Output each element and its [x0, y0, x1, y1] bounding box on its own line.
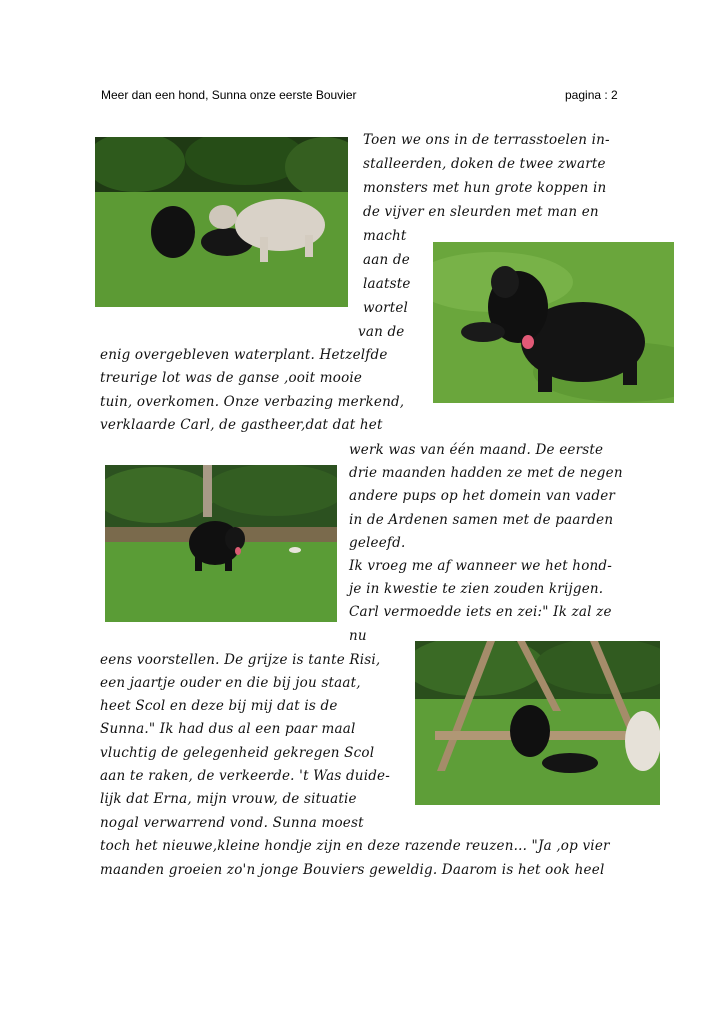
- text-line: in de Ardenen samen met de paarden: [349, 512, 614, 528]
- text-line: geleefd.: [349, 535, 406, 551]
- text-line: tuin, overkomen. Onze verbazing merkend,: [100, 394, 405, 410]
- text-line: nu: [349, 628, 367, 644]
- text-line: Toen we ons in de terrasstoelen in-: [363, 132, 610, 148]
- photo-swing-puppies-image: [415, 641, 660, 805]
- text-line: wortel: [363, 300, 409, 316]
- text-line: aan te raken, de verkeerde. 't Was duide-: [100, 768, 390, 784]
- text-line: lijk dat Erna, mijn vrouw, de situatie: [100, 791, 357, 807]
- text-line: heet Scol en deze bij mij dat is de: [100, 698, 338, 714]
- photo-black-puppy-image: [433, 242, 674, 403]
- text-line: andere pups op het domein van vader: [349, 488, 616, 504]
- text-line: macht: [363, 228, 407, 244]
- photo-walking-puppy-image: [105, 465, 337, 622]
- text-line: Sunna." Ik had dus al een paar maal: [100, 721, 356, 737]
- text-line: toch het nieuwe,kleine hondje zijn en deze razende reuzen... "Ja ,op vier: [100, 838, 610, 854]
- text-line: Ik vroeg me af wanneer we het hond-: [349, 558, 613, 574]
- text-line: treurige lot was de ganse ,ooit mooie: [100, 370, 363, 386]
- document-title: Meer dan een hond, Sunna onze eerste Bouvier: [101, 88, 357, 102]
- text-line: enig overgebleven waterplant. Hetzelfde: [100, 347, 388, 363]
- photo-puppies-under-swing: [415, 641, 660, 805]
- photo-two-puppies-playing: [95, 137, 348, 307]
- text-line: drie maanden hadden ze met de negen: [349, 465, 623, 481]
- text-line: eens voorstellen. De grijze is tante Risi,: [100, 652, 381, 668]
- text-line: maanden groeien zo'n jonge Bouviers geweldig. Daarom is het ook heel: [100, 862, 605, 878]
- text-line: monsters met hun grote koppen in: [363, 180, 607, 196]
- text-line: je in kwestie te zien zouden krijgen.: [349, 581, 604, 597]
- photo-black-puppy-tongue-out: [433, 242, 674, 403]
- text-line: de vijver en sleurden met man en: [363, 204, 599, 220]
- text-line: Carl vermoedde iets en zei:" Ik zal ze: [349, 604, 612, 620]
- text-line: werk was van één maand. De eerste: [349, 442, 604, 458]
- text-line: vluchtig de gelegenheid gekregen Scol: [100, 745, 375, 761]
- text-line: van de: [358, 324, 405, 340]
- photo-two-puppies-image: [95, 137, 348, 307]
- text-line: laatste: [363, 276, 411, 292]
- photo-black-puppy-walking: [105, 465, 337, 622]
- text-line: stalleerden, doken de twee zwarte: [363, 156, 606, 172]
- text-line: een jaartje ouder en die bij jou staat,: [100, 675, 361, 691]
- text-line: verklaarde Carl, de gastheer,dat dat het: [100, 417, 383, 433]
- text-line: aan de: [363, 252, 410, 268]
- text-line: nogal verwarrend vond. Sunna moest: [100, 815, 364, 831]
- page-number: pagina : 2: [565, 88, 618, 102]
